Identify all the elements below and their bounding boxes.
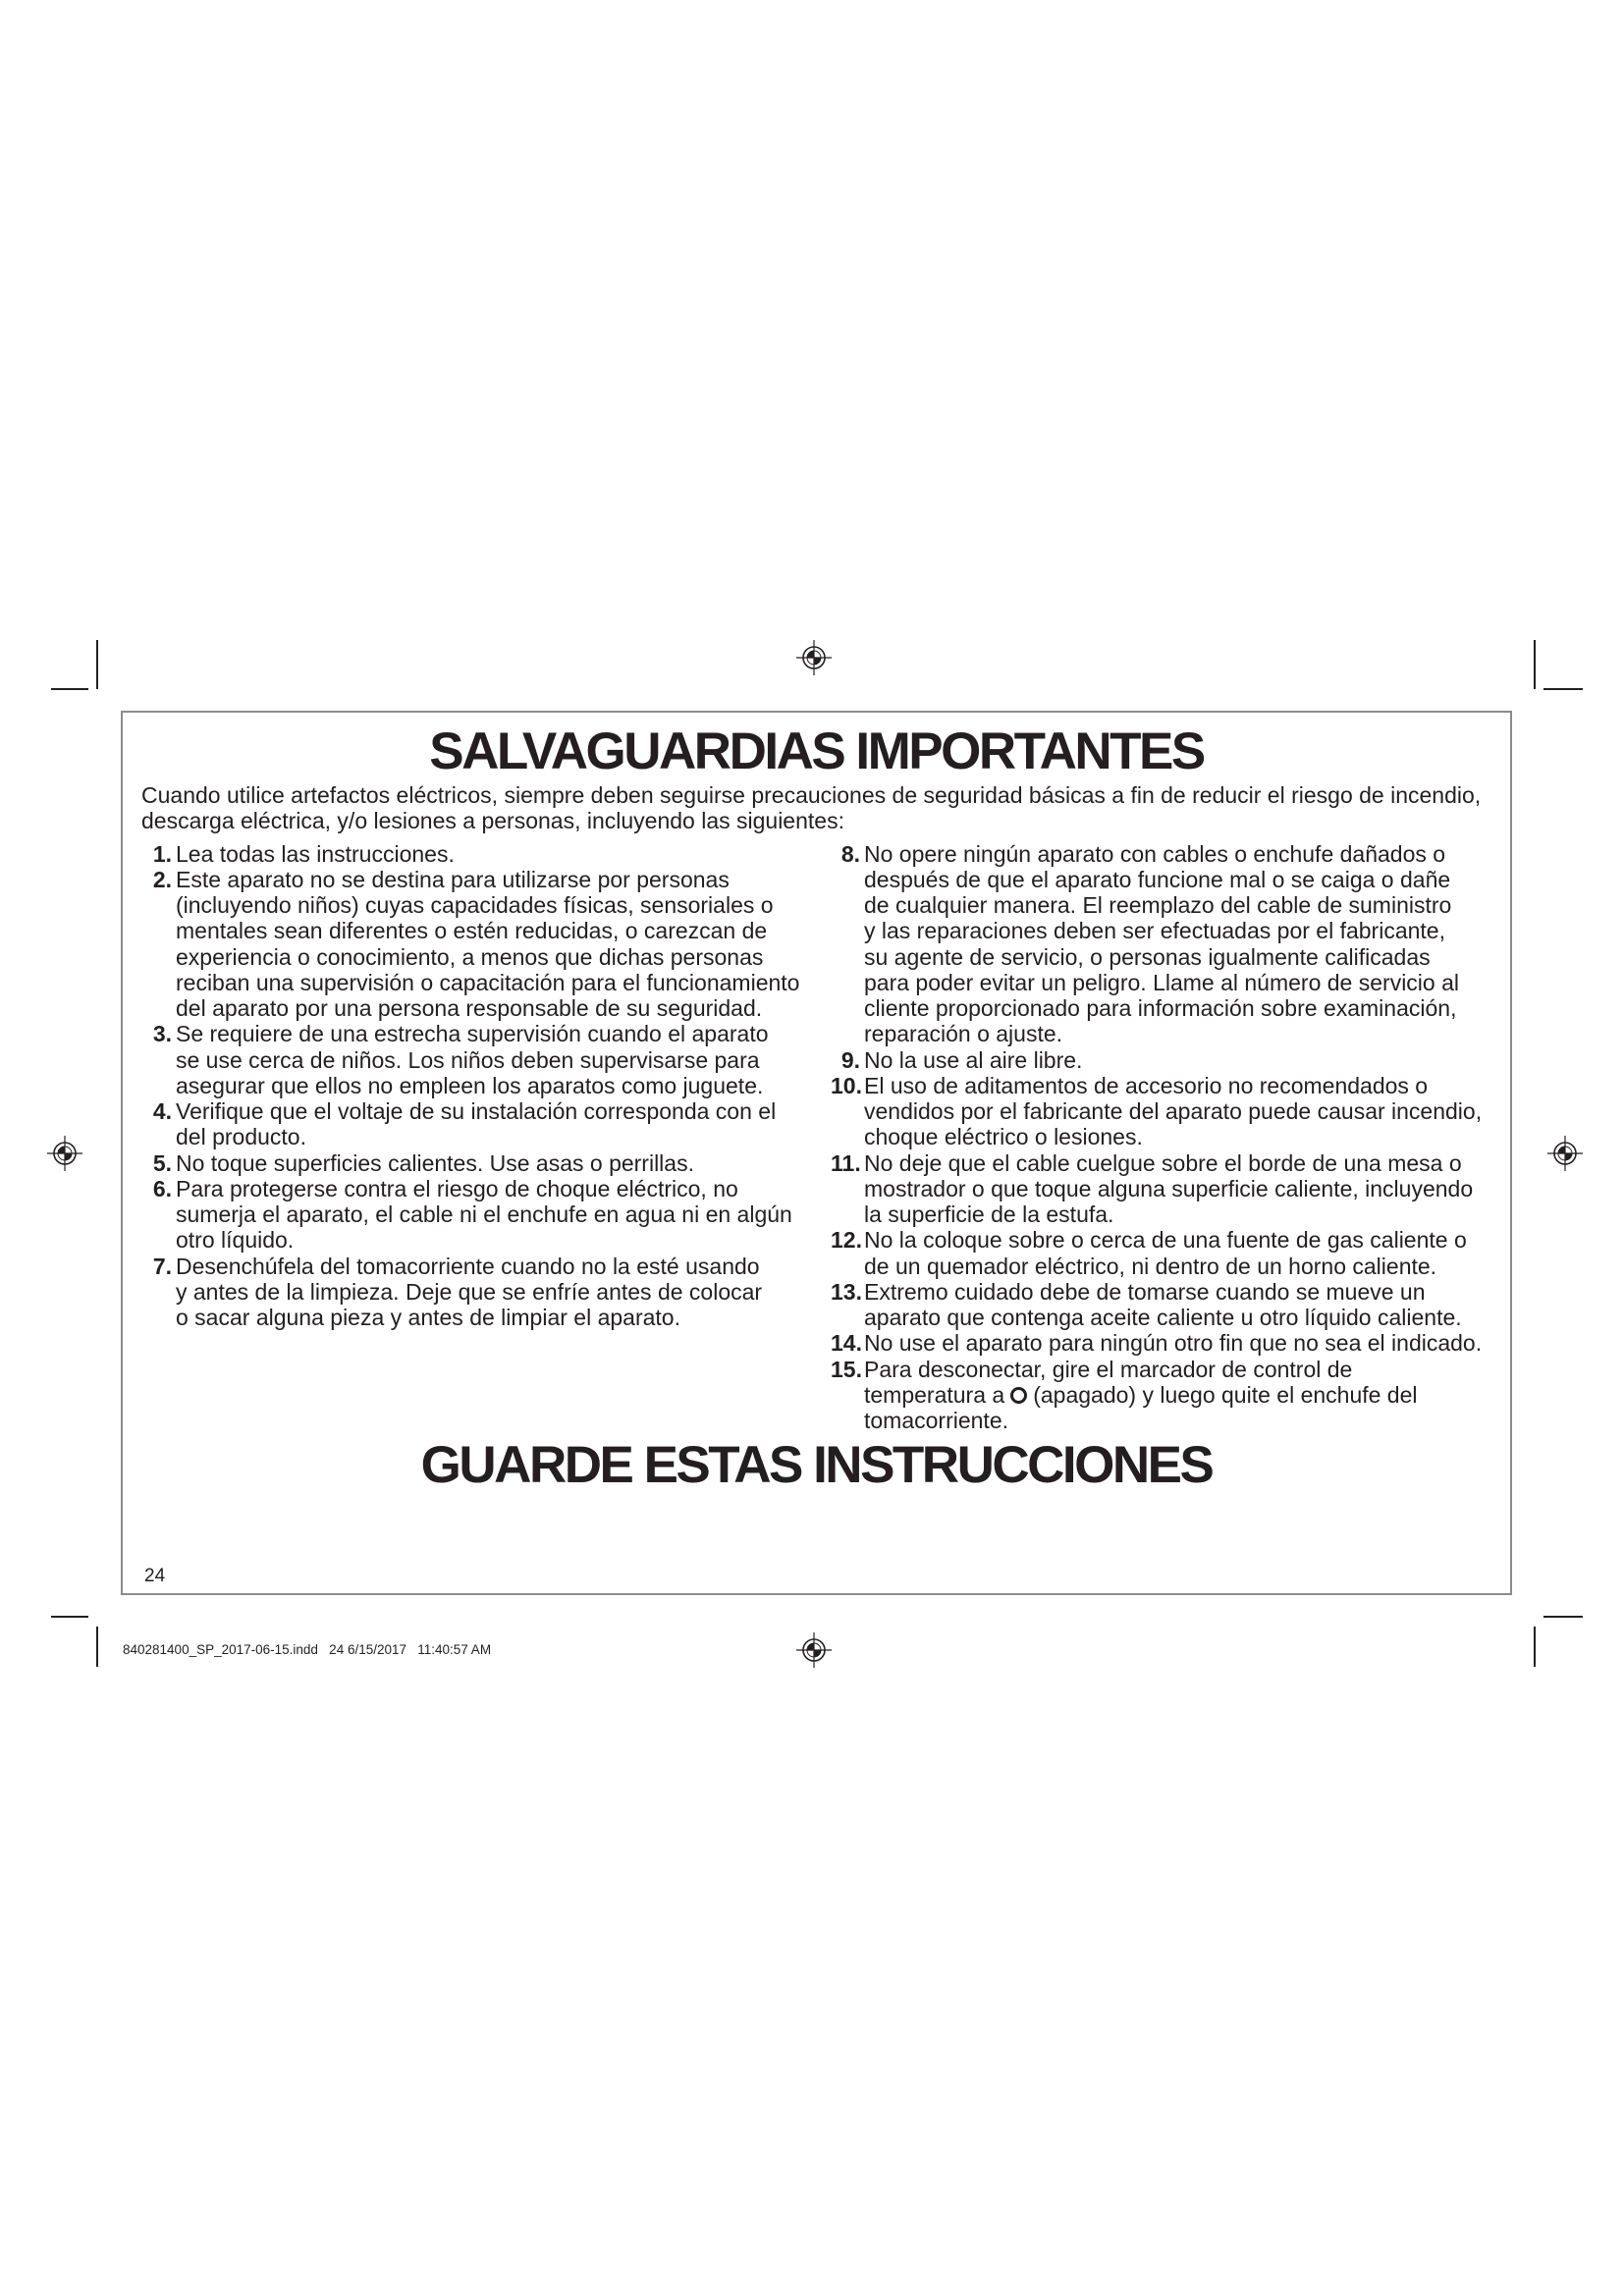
off-symbol-icon [1010, 1387, 1027, 1404]
safeguards-list-right [831, 841, 1482, 1434]
item-number: 3. [152, 1021, 172, 1047]
crop-mark-bottom-right-vertical [1534, 1627, 1536, 1667]
item-line: No deje que el cable cuelgue sobre el borde de una mesa o [864, 1149, 1462, 1176]
safeguard-item [831, 1357, 1482, 1434]
item-line: El uso de aditamentos de accesorio no recomendados o [864, 1072, 1429, 1098]
item-number: 7. [152, 1253, 172, 1279]
item-line: experiencia o conocimiento, a menos que dichas personas [176, 943, 764, 970]
item-number: 9. [840, 1046, 860, 1073]
safeguard-item [147, 841, 799, 867]
item-line: tomacorriente. [864, 1408, 1009, 1433]
item-line: No opere ningún aparato con cables o enchufe dañados o [864, 840, 1446, 867]
registration-mark-icon [1546, 1135, 1584, 1172]
item-line: reparación o ajuste. [864, 1021, 1063, 1047]
item-line: Para protegerse contra el riesgo de choque eléctrico, no [176, 1175, 738, 1201]
crop-mark-bottom-left-vertical [96, 1627, 98, 1667]
item-line: su agente de servicio, o personas igualmente calificadas [864, 943, 1431, 970]
item-line: Desenchúfela del tomacorriente cuando no la esté usando [176, 1253, 760, 1279]
safeguard-item [147, 1176, 799, 1254]
item-number: 14. [831, 1330, 862, 1357]
item-line: se use cerca de niños. Los niños deben supervisarse para [176, 1046, 760, 1073]
safeguard-item [831, 1073, 1482, 1150]
item-line: No la coloque sobre o cerca de una fuente de gas caliente o [864, 1227, 1467, 1254]
item-text [176, 1254, 762, 1331]
item-line [864, 1382, 1418, 1408]
item-text [864, 1279, 1462, 1331]
item-number: 2. [152, 866, 172, 892]
registration-mark-icon [795, 1631, 833, 1669]
item-text [864, 1227, 1467, 1279]
item-line: Para desconectar, gire el marcador de control de [864, 1356, 1353, 1382]
safeguard-item [147, 1098, 799, 1150]
item-line-text: (apagado) y luego quite el enchufe del [1033, 1381, 1418, 1408]
registration-mark-icon [46, 1135, 83, 1172]
item-text [864, 1357, 1418, 1434]
page-title: SALVAGUARDIAS IMPORTANTES [429, 722, 1204, 780]
crop-mark-top-right-vertical [1534, 640, 1536, 689]
item-text [864, 1047, 1082, 1073]
item-text [176, 1176, 792, 1254]
intro-paragraph [141, 783, 1481, 833]
closing-heading: GUARDE ESTAS INSTRUCCIONES [420, 1436, 1213, 1494]
item-line: choque eléctrico o lesiones. [864, 1124, 1143, 1150]
item-text [864, 1330, 1482, 1356]
item-line-text: temperatura a [864, 1381, 1005, 1408]
item-number: 5. [152, 1149, 172, 1176]
safeguard-item [147, 1254, 799, 1331]
registration-mark-icon [795, 639, 833, 676]
safeguard-item [147, 1021, 799, 1098]
item-line: vendidos por el fabricante del aparato puede causar incendio, [864, 1098, 1483, 1124]
crop-mark-bottom-right-horizontal [1543, 1616, 1583, 1618]
safeguard-item [831, 1150, 1482, 1228]
item-text [176, 1150, 694, 1176]
item-text [864, 1150, 1473, 1228]
item-number: 10. [831, 1072, 862, 1098]
item-line: y las reparaciones deben ser efectuadas por el fabricante, [864, 918, 1445, 944]
item-line: mostrador o que toque alguna superficie caliente, incluyendo [864, 1175, 1474, 1201]
item-line: para poder evitar un peligro. Llame al número de servicio al [864, 969, 1459, 995]
item-line: (incluyendo niños) cuyas capacidades físicas, sensoriales o [176, 892, 774, 918]
item-line: del producto. [176, 1124, 306, 1150]
item-line: del aparato por una persona responsable de su seguridad. [176, 995, 763, 1021]
item-line: Este aparato no se destina para utilizarse por personas [176, 866, 730, 892]
safeguard-item [831, 1227, 1482, 1279]
item-number: 13. [831, 1278, 862, 1305]
item-line: asegurar que ellos no empleen los aparatos como juguete. [176, 1072, 764, 1098]
safeguard-item [831, 841, 1482, 1047]
intro-line: Cuando utilice artefactos eléctricos, siempre deben seguirse precauciones de seguridad básicas a fin de reducir el riesgo de incendio, [141, 782, 1482, 808]
item-line: mentales sean diferentes o estén reducidas, o carezcan de [176, 918, 768, 944]
item-line: y antes de la limpieza. Deje que se enfríe antes de colocar [176, 1278, 763, 1305]
intro-line: descarga eléctrica, y/o lesiones a personas, incluyendo las siguientes: [141, 807, 844, 833]
item-number: 1. [152, 840, 172, 867]
item-number: 8. [840, 840, 860, 867]
item-line: de cualquier manera. El reemplazo del cable de suministro [864, 892, 1452, 918]
item-number: 12. [831, 1227, 862, 1254]
item-text [176, 841, 455, 867]
item-line: No use el aparato para ningún otro fin que no sea el indicado. [864, 1330, 1483, 1357]
item-line: Se requiere de una estrecha supervisión cuando el aparato [176, 1021, 769, 1047]
item-line: Verifique que el voltaje de su instalación corresponda con el [176, 1098, 777, 1124]
item-line: Lea todas las instrucciones. [176, 840, 455, 867]
safeguard-item [147, 1150, 799, 1176]
safeguard-item [831, 1330, 1482, 1356]
item-line: cliente proporcionado para información sobre examinación, [864, 995, 1457, 1021]
crop-mark-top-left-vertical [96, 640, 98, 689]
item-text [176, 1098, 776, 1150]
item-text [864, 1073, 1482, 1150]
print-slug: 840281400_SP_2017-06-15.indd 24 6/15/2017 11:40:57 AM [123, 1642, 492, 1657]
crop-mark-top-left-horizontal [51, 688, 88, 690]
safeguard-item [831, 1047, 1482, 1073]
crop-mark-bottom-left-horizontal [51, 1616, 88, 1618]
item-line: reciban una supervisión o capacitación para el funcionamiento [176, 969, 800, 995]
item-line: o sacar alguna pieza y antes de limpiar el aparato. [176, 1305, 680, 1330]
item-number: 15. [831, 1356, 862, 1382]
safeguard-item [147, 867, 799, 1022]
item-line: de un quemador eléctrico, ni dentro de un horno caliente. [864, 1253, 1437, 1279]
item-line: No la use al aire libre. [864, 1046, 1083, 1073]
item-number: 4. [152, 1098, 172, 1124]
safeguards-list-left [147, 841, 799, 1331]
item-line: sumerja el aparato, el cable ni el enchufe en agua ni en algún [176, 1201, 792, 1227]
item-line: No toque superficies calientes. Use asas o perrillas. [176, 1149, 694, 1176]
item-line: después de que el aparato funcione mal o se caiga o dañe [864, 866, 1451, 892]
item-line: otro líquido. [176, 1227, 295, 1254]
item-number: 6. [152, 1175, 172, 1201]
item-line: la superficie de la estufa. [864, 1201, 1114, 1227]
item-line: Extremo cuidado debe de tomarse cuando se mueve un [864, 1278, 1426, 1305]
page-number: 24 [144, 1566, 166, 1586]
safeguard-item [831, 1279, 1482, 1331]
item-number: 11. [831, 1149, 861, 1176]
crop-mark-top-right-horizontal [1543, 688, 1583, 690]
item-text [864, 841, 1459, 1047]
item-line: aparato que contenga aceite caliente u otro líquido caliente. [864, 1305, 1462, 1330]
item-text [176, 867, 799, 1022]
item-text [176, 1021, 769, 1098]
